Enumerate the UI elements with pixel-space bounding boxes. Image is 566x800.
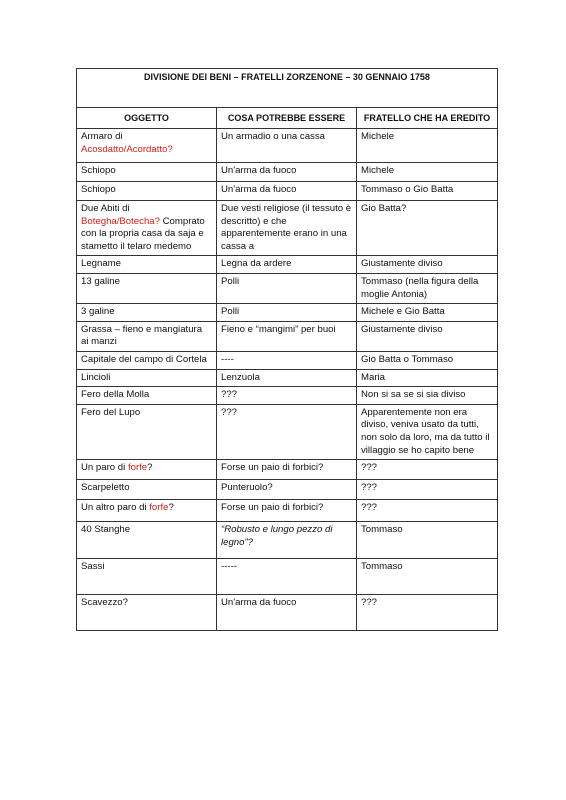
table-row [77, 351, 498, 369]
cell-text: Comprato con la propria casa da saja e stametto il telaro medemo [81, 215, 205, 252]
cell-fratello: Giustamente diviso [357, 256, 498, 274]
table-row [77, 273, 498, 303]
table-row [77, 182, 498, 201]
cell-fratello: ??? [357, 500, 498, 522]
table-row [77, 256, 498, 274]
cell-fratello: Tommaso (nella figura della moglie Antonia) [357, 273, 498, 303]
column-header-cosa: COSA POTREBBE ESSERE [217, 108, 357, 129]
table-row [77, 480, 498, 500]
cell-fratello: Michele e Gio Batta [357, 304, 498, 322]
table-row [77, 201, 498, 256]
table-row [77, 163, 498, 182]
table-row [77, 460, 498, 480]
table-row [77, 522, 498, 559]
cell-oggetto: 3 galine [77, 304, 217, 322]
cell-oggetto: Grassa – fieno e mangiatura ai manzi [77, 321, 217, 351]
cell-cosa: Un armadio o una cassa [217, 129, 357, 163]
cell-fratello: ??? [357, 460, 498, 480]
column-header-fratello: FRATELLO CHE HA EREDITO [357, 108, 498, 129]
cell-cosa: Un'arma da fuoco [217, 182, 357, 201]
cell-cosa: Forse un paio di forbici? [217, 500, 357, 522]
inheritance-table [76, 68, 498, 631]
cell-cosa: Due vesti religiose (il tessuto è descritto) e che apparentemente erano in una cassa a [217, 201, 357, 256]
table-row [77, 595, 498, 631]
cell-oggetto [77, 129, 217, 163]
cell-cosa: ----- [217, 559, 357, 595]
cell-oggetto: Scavezzo? [77, 595, 217, 631]
cell-oggetto: Capitale del campo di Cortela [77, 351, 217, 369]
cell-text: Un altro paro di [81, 502, 150, 514]
cell-oggetto: Sassi [77, 559, 217, 595]
uncertain-word: forfe [127, 462, 148, 474]
table-row [77, 500, 498, 522]
cell-cosa: Punteruolo? [217, 480, 357, 500]
cell-fratello: Michele [357, 129, 498, 163]
cell-oggetto [77, 500, 217, 522]
table-row [77, 304, 498, 322]
table-row [77, 404, 498, 459]
cell-fratello: Maria [357, 369, 498, 387]
cell-cosa: Lenzuola [217, 369, 357, 387]
cell-fratello: Gio Batta? [357, 201, 498, 256]
cell-oggetto: Schiopo [77, 182, 217, 201]
cell-oggetto: 40 Stanghe [77, 522, 217, 559]
cell-fratello: Gio Batta o Tommaso [357, 351, 498, 369]
cell-cosa: Polli [217, 273, 357, 303]
cell-fratello: Apparentemente non era diviso, veniva usato da tutti, non solo da loro, ma da tutto il villaggio se ho capito bene [357, 404, 498, 459]
cell-fratello: ??? [357, 480, 498, 500]
cell-fratello: Giustamente diviso [357, 321, 498, 351]
title-row [77, 69, 498, 108]
cell-text: Armaro di [81, 131, 123, 142]
table-row [77, 559, 498, 595]
cell-fratello: Tommaso o Gio Batta [357, 182, 498, 201]
cell-oggetto: 13 galine [77, 273, 217, 303]
cell-fratello: Tommaso [357, 559, 498, 595]
cell-cosa: Forse un paio di forbici? [217, 460, 357, 480]
column-header-oggetto: OGGETTO [77, 108, 217, 129]
cell-cosa: Un'arma da fuoco [217, 163, 357, 182]
uncertain-word: Acosdatto/Acordatto? [81, 143, 173, 155]
cell-cosa: Fieno e “mangimi” per buoi [217, 321, 357, 351]
cell-cosa: ??? [217, 387, 357, 405]
cell-cosa: ??? [217, 404, 357, 459]
header-row [77, 108, 498, 129]
cell-oggetto: Schiopo [77, 163, 217, 182]
cell-cosa: ---- [217, 351, 357, 369]
cell-text: ? [168, 502, 174, 514]
cell-fratello: Non si sa se si sia diviso [357, 387, 498, 405]
document-title: DIVISIONE DEI BENI – FRATELLI ZORZENONE – 30 GENNAIO 1758 [77, 69, 498, 108]
table-row [77, 369, 498, 387]
table-row [77, 321, 498, 351]
uncertain-word: forfe [149, 502, 169, 514]
cell-oggetto: Legname [77, 256, 217, 274]
cell-oggetto: Fero del Lupo [77, 404, 217, 459]
cell-cosa: Polli [217, 304, 357, 322]
cell-cosa: Un'arma da fuoco [217, 595, 357, 631]
cell-text: Un paro di [81, 462, 128, 474]
cell-oggetto: Fero della Molla [77, 387, 217, 405]
cell-fratello: Tommaso [357, 522, 498, 559]
cell-cosa: “Robusto e lungo pezzo di legno”? [217, 522, 357, 559]
uncertain-word: Boteg​ha/Botecha? [81, 215, 160, 227]
cell-fratello: ??? [357, 595, 498, 631]
cell-fratello: Michele [357, 163, 498, 182]
cell-cosa: Legna da ardere [217, 256, 357, 274]
cell-text: Due Abiti di [81, 203, 130, 214]
table-row [77, 387, 498, 405]
cell-oggetto: Scarpeletto [77, 480, 217, 500]
table-row [77, 129, 498, 163]
cell-oggetto [77, 201, 217, 256]
cell-oggetto [77, 460, 217, 480]
cell-text: ? [147, 462, 153, 474]
cell-oggetto: Lincioli [77, 369, 217, 387]
